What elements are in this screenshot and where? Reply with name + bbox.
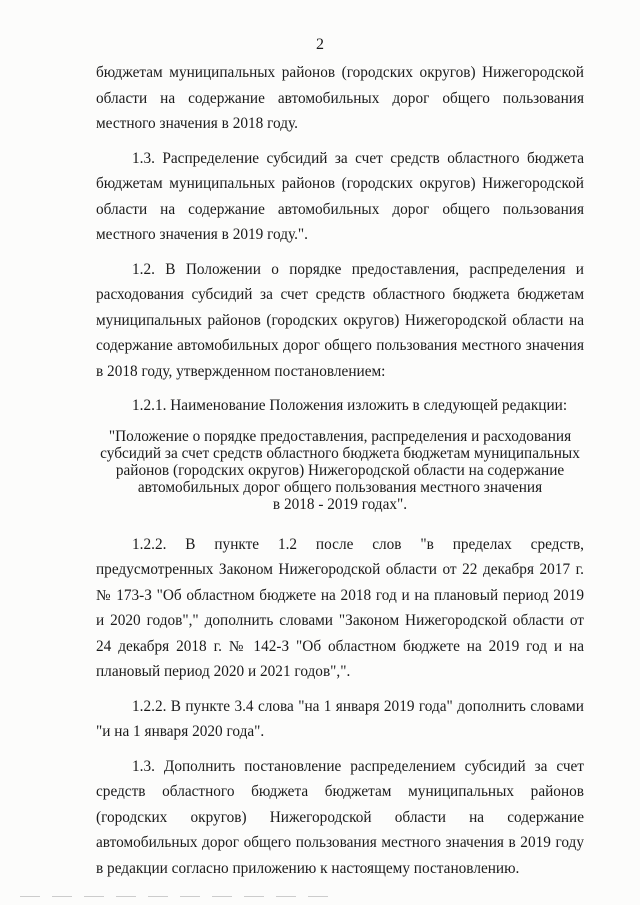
paragraph-1-3-distribution-2019: 1.3. Распределение субсидий за счет средств областного бюджета бюджетам муниципальных районов (городских округов) Нижегородской области на содержание автомобильных дорог общего пользования местного значения в 2019 году.". xyxy=(96,149,584,243)
paragraph-1-2-1-title: 1.2.1. Наименование Положения изложить в следующей редакции: xyxy=(132,397,568,414)
paragraph-1-2-regulation: 1.2. В Положении о порядке предоставления, распределения и расходования субсидий за счет средств областного бюджета бюджетам муниципальных районов (городских округов) Нижегородской области на содержание автомобильных дорог общего пользования местного значения в 2018 году, утвержденном постановлением: xyxy=(96,260,584,380)
paragraph-continuation: бюджетам муниципальных районов (городских округов) Нижегородской области на содержание автомобильных дорог общего пользования местного значения в 2018 году. xyxy=(96,64,584,132)
document-body xyxy=(96,60,584,890)
scan-mark xyxy=(212,896,232,897)
quoted-title xyxy=(88,428,592,513)
scan-mark xyxy=(276,896,296,897)
quoted-title-line: автомобильных дорог общего пользования местного значения xyxy=(137,478,543,496)
quoted-title-line: районов (городских округов) Нижегородской области на содержание xyxy=(115,461,565,479)
page-number: 2 xyxy=(316,36,324,53)
scan-mark xyxy=(84,896,104,897)
scan-mark xyxy=(244,896,264,897)
scan-mark xyxy=(180,896,200,897)
paragraph-1-3-supplement: 1.3. Дополнить постановление распределением субсидий за счет средств областного бюджета бюджетам муниципальных районов (городских округов) Нижегородской области на содержание автомобильных дорог общего пользования местного значения в 2019 году в редакции согласно приложению к настоящему постановлению. xyxy=(96,757,584,877)
quoted-title-line: субсидий за счет средств областного бюджета бюджетам муниципальных xyxy=(100,444,580,462)
scan-mark xyxy=(20,896,40,897)
scan-artifacts xyxy=(0,896,640,902)
paragraph-1-2-2-clause-1-2: 1.2.2. В пункте 1.2 после слов "в пределах средств, предусмотренных Законом Нижегородской области от 22 декабря 2017 г. № 173-З "Об областном бюджете на 2018 год и на плановый период 2019 и 2020 годов"," дополнить словами "Законом Нижегородской области от 24 декабря 2018 г. № 142-З "Об областном бюджете на 2019 год и на плановый период 2020 и 2021 годов",". xyxy=(96,535,584,680)
scan-mark xyxy=(148,896,168,897)
scan-mark xyxy=(52,896,72,897)
quoted-title-line: "Положение о порядке предоставления, распределения и расходования xyxy=(108,427,572,445)
quoted-title-line: в 2018 - 2019 годах". xyxy=(272,495,408,513)
scan-mark xyxy=(116,896,136,897)
paragraph-1-2-2-clause-3-4: 1.2.2. В пункте 3.4 слова "на 1 января 2019 года" дополнить словами "и на 1 января 2020 года". xyxy=(96,697,584,740)
scan-mark xyxy=(308,896,328,897)
